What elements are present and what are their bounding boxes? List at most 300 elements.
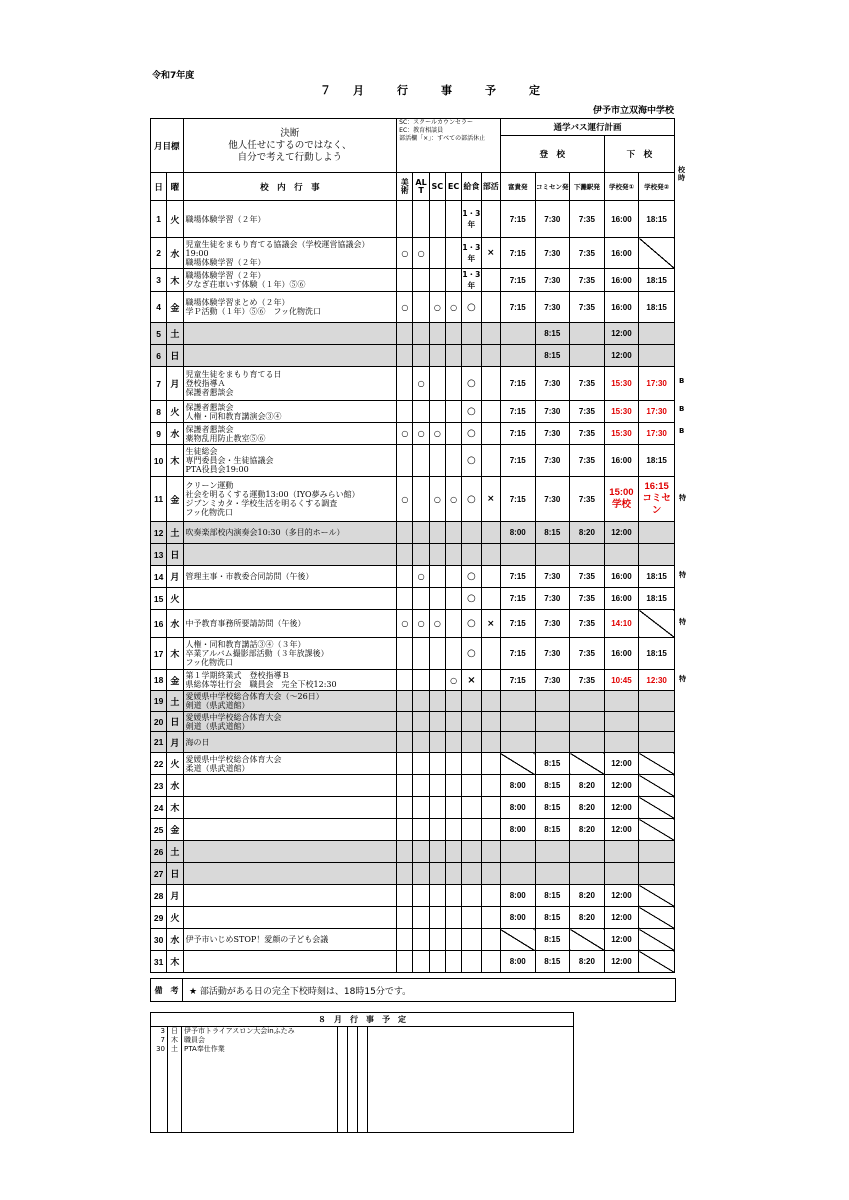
- school-departure-2: 17:30: [639, 401, 675, 423]
- sc-mark: [429, 238, 445, 269]
- school-departure-2: 12:30: [639, 670, 675, 691]
- schedule-row: [151, 797, 675, 819]
- club-mark: [481, 201, 500, 238]
- art-mark: [397, 588, 413, 610]
- day-number: 1: [151, 201, 167, 238]
- club-mark: [481, 638, 500, 670]
- komisen-departure: [535, 732, 570, 753]
- weekday: 月: [167, 885, 183, 907]
- event-text: 生徒総会 専門委員会・生徒協議会 PTA役員会19:00: [183, 445, 397, 477]
- art-mark: [397, 775, 413, 797]
- lunch-mark: [462, 345, 481, 367]
- alt-mark: [413, 323, 429, 345]
- ec-mark: [445, 423, 461, 445]
- art-header: 美術: [397, 173, 413, 201]
- sc-mark: [429, 544, 445, 566]
- schedule-row: [151, 522, 675, 544]
- komisen-departure: 7:30: [535, 201, 570, 238]
- ec-mark: [445, 588, 461, 610]
- school-departure-2: [639, 544, 675, 566]
- day-number: 18: [151, 670, 167, 691]
- art-mark: [397, 712, 413, 732]
- tomi-departure: [500, 323, 535, 345]
- schedule-row: [151, 670, 675, 691]
- lunch-mark: [462, 712, 481, 732]
- legend-ec: EC：教育相談員: [399, 127, 444, 134]
- day-number: 6: [151, 345, 167, 367]
- shimonada-departure: 7:35: [570, 269, 605, 292]
- lunch-mark: [462, 841, 481, 863]
- ec-header: EC: [445, 173, 461, 201]
- club-mark: [481, 588, 500, 610]
- weekday: 木: [167, 445, 183, 477]
- club-header: 部活: [481, 173, 500, 201]
- club-mark: [481, 753, 500, 775]
- sc-mark: [429, 775, 445, 797]
- school-departure-1: 16:00: [604, 445, 639, 477]
- lunch-mark: [462, 863, 481, 885]
- school-dep1-header: 学校発①: [604, 173, 639, 201]
- sc-header: SC: [429, 173, 445, 201]
- lunch-mark: ○: [462, 445, 481, 477]
- school-name: 伊予市立双海中学校: [592, 106, 674, 116]
- weekday-header: 曜: [167, 173, 183, 201]
- schedule-row: [151, 907, 675, 929]
- ec-mark: [445, 841, 461, 863]
- events-header: 校 内 行 事: [183, 173, 397, 201]
- school-departure-1: 12:00: [604, 797, 639, 819]
- tomi-departure: 7:15: [500, 367, 535, 401]
- alt-mark: [413, 588, 429, 610]
- sc-mark: [429, 638, 445, 670]
- school-departure-2: [639, 885, 675, 907]
- day-number: 28: [151, 885, 167, 907]
- school-departure-1: [604, 863, 639, 885]
- schedule-row: [151, 885, 675, 907]
- school-departure-2: 18:15: [639, 292, 675, 323]
- day-number: 14: [151, 566, 167, 588]
- school-departure-2: 18:15: [639, 638, 675, 670]
- shimonada-departure: 8:20: [570, 885, 605, 907]
- tomi-departure: 7:15: [500, 292, 535, 323]
- school-departure-1: 15:30: [604, 367, 639, 401]
- school-departure-2: 16:15 コミセン: [639, 477, 675, 522]
- lunch-mark: ○: [462, 477, 481, 522]
- event-text: 職場体験学習まとめ（２年） 学Ｐ活動（１年）⑤⑥ フッ化物洗口: [183, 292, 397, 323]
- shimonada-departure: [570, 544, 605, 566]
- tomi-departure: 7:15: [500, 610, 535, 638]
- lunch-mark: ○: [462, 423, 481, 445]
- komisen-departure: 8:15: [535, 929, 570, 951]
- shimonada-header: 下灘駅発: [570, 173, 605, 201]
- komisen-departure: 8:15: [535, 753, 570, 775]
- komisen-departure: [535, 712, 570, 732]
- schedule-row: [151, 753, 675, 775]
- school-departure-2: 18:15: [639, 445, 675, 477]
- ec-mark: [445, 610, 461, 638]
- schedule-row: [151, 544, 675, 566]
- komisen-departure: 8:15: [535, 951, 570, 973]
- tomi-departure: [500, 732, 535, 753]
- komisen-departure: 7:30: [535, 588, 570, 610]
- sc-mark: ○: [429, 610, 445, 638]
- school-departure-1: [604, 841, 639, 863]
- weekday: 水: [167, 610, 183, 638]
- august-blank-cell: [348, 1027, 358, 1133]
- weekday: 土: [167, 323, 183, 345]
- school-departure-2: [639, 863, 675, 885]
- school-departure-1: 16:00: [604, 588, 639, 610]
- school-departure-2: [639, 775, 675, 797]
- alt-mark: [413, 544, 429, 566]
- day-number: 19: [151, 691, 167, 712]
- shimonada-departure: 8:20: [570, 907, 605, 929]
- sc-mark: ○: [429, 292, 445, 323]
- ec-mark: [445, 566, 461, 588]
- ec-mark: [445, 753, 461, 775]
- day-number: 5: [151, 323, 167, 345]
- school-time-mark: 特: [679, 674, 686, 683]
- sc-mark: [429, 323, 445, 345]
- komisen-departure: 8:15: [535, 323, 570, 345]
- schedule-row: [151, 712, 675, 732]
- alt-mark: [413, 819, 429, 841]
- ec-mark: [445, 544, 461, 566]
- ec-mark: [445, 775, 461, 797]
- august-day: 3: [160, 1027, 165, 1035]
- komisen-departure: [535, 841, 570, 863]
- ec-mark: [445, 691, 461, 712]
- ec-mark: [445, 907, 461, 929]
- sc-mark: [429, 929, 445, 951]
- weekday: 月: [167, 732, 183, 753]
- event-text: 愛媛県中学校総合体育大会 剣道（県武道館）: [183, 712, 397, 732]
- remarks-label: 備 考: [151, 979, 183, 1002]
- july-schedule-table: [150, 118, 675, 973]
- komisen-departure: 7:30: [535, 566, 570, 588]
- school-departure-2: 18:15: [639, 566, 675, 588]
- alt-mark: [413, 401, 429, 423]
- shimonada-departure: 8:20: [570, 775, 605, 797]
- day-number: 30: [151, 929, 167, 951]
- event-text: 職場体験学習（２年）: [183, 201, 397, 238]
- august-blank-cell: [338, 1027, 348, 1133]
- day-number: 13: [151, 544, 167, 566]
- art-mark: [397, 367, 413, 401]
- art-mark: [397, 753, 413, 775]
- club-mark: [481, 819, 500, 841]
- school-time-mark: 特: [679, 618, 686, 626]
- alt-mark: [413, 753, 429, 775]
- school-departure-1: 12:00: [604, 819, 639, 841]
- shimonada-departure: 7:35: [570, 292, 605, 323]
- ec-mark: [445, 712, 461, 732]
- school-time-header: 校時: [678, 166, 685, 182]
- school-departure-1: [604, 544, 639, 566]
- day-number: 21: [151, 732, 167, 753]
- schedule-row: [151, 929, 675, 951]
- sc-mark: [429, 951, 445, 973]
- art-mark: [397, 907, 413, 929]
- ec-mark: [445, 323, 461, 345]
- club-mark: [481, 367, 500, 401]
- alt-mark: [413, 691, 429, 712]
- august-day: 7: [160, 1036, 165, 1044]
- lunch-mark: [462, 775, 481, 797]
- tomi-departure: 8:00: [500, 951, 535, 973]
- school-departure-1: 12:00: [604, 753, 639, 775]
- ec-mark: [445, 367, 461, 401]
- school-departure-2: 18:15: [639, 269, 675, 292]
- event-text: [183, 951, 397, 973]
- shimonada-departure: [570, 753, 605, 775]
- august-weekdays: [168, 1027, 182, 1133]
- day-number: 10: [151, 445, 167, 477]
- komisen-departure: [535, 863, 570, 885]
- school-departure-1: [604, 691, 639, 712]
- weekday: 金: [167, 819, 183, 841]
- tomi-departure: 7:15: [500, 477, 535, 522]
- event-text: 中予教育事務所要請訪問（午後）: [183, 610, 397, 638]
- school-departure-2: 18:15: [639, 201, 675, 238]
- to-school-header: 登 校: [500, 136, 604, 173]
- weekday: 日: [167, 712, 183, 732]
- day-header: 日: [151, 173, 167, 201]
- alt-mark: ○: [413, 566, 429, 588]
- schedule-row: [151, 477, 675, 522]
- august-weekday: 木: [171, 1036, 178, 1044]
- club-mark: [481, 712, 500, 732]
- alt-mark: [413, 345, 429, 367]
- lunch-mark: ○: [462, 610, 481, 638]
- shimonada-departure: [570, 345, 605, 367]
- sc-mark: [429, 522, 445, 544]
- komisen-departure: 7:30: [535, 610, 570, 638]
- schedule-row: [151, 819, 675, 841]
- shimonada-departure: [570, 863, 605, 885]
- school-departure-2: [639, 929, 675, 951]
- event-text: 愛媛県中学校総合体育大会（～26日） 剣道（県武道館）: [183, 691, 397, 712]
- weekday: 金: [167, 477, 183, 522]
- tomi-departure: [500, 345, 535, 367]
- sc-mark: [429, 401, 445, 423]
- shimonada-departure: 7:35: [570, 670, 605, 691]
- ec-mark: ○: [445, 292, 461, 323]
- school-departure-2: [639, 819, 675, 841]
- ec-mark: [445, 401, 461, 423]
- legend-sc: SC：スクールカウンセラー: [399, 119, 474, 126]
- weekday: 火: [167, 588, 183, 610]
- alt-header: ALT: [413, 173, 429, 201]
- event-text: [183, 797, 397, 819]
- event-text: 海の日: [183, 732, 397, 753]
- august-weekday: 日: [171, 1027, 178, 1035]
- art-mark: [397, 670, 413, 691]
- sc-mark: [429, 907, 445, 929]
- shimonada-departure: 7:35: [570, 238, 605, 269]
- shimonada-departure: 7:35: [570, 610, 605, 638]
- komisen-departure: 7:30: [535, 423, 570, 445]
- sc-mark: ○: [429, 423, 445, 445]
- school-departure-2: 18:15: [639, 588, 675, 610]
- alt-mark: ○: [413, 423, 429, 445]
- lunch-mark: ○: [462, 367, 481, 401]
- schedule-row: [151, 691, 675, 712]
- school-departure-2: [639, 841, 675, 863]
- komisen-departure: 7:30: [535, 638, 570, 670]
- shimonada-departure: 8:20: [570, 819, 605, 841]
- alt-mark: [413, 445, 429, 477]
- shimonada-departure: 7:35: [570, 477, 605, 522]
- art-mark: [397, 732, 413, 753]
- alt-mark: [413, 929, 429, 951]
- school-time-mark: 特: [679, 493, 686, 502]
- event-text: 伊予市いじめSTOP！愛顔の子ども会議: [183, 929, 397, 951]
- lunch-mark: [462, 522, 481, 544]
- ec-mark: [445, 732, 461, 753]
- art-mark: [397, 951, 413, 973]
- school-time-mark: B: [679, 427, 685, 435]
- weekday: 水: [167, 423, 183, 445]
- school-departure-1: 12:00: [604, 929, 639, 951]
- club-mark: [481, 691, 500, 712]
- school-departure-1: 14:10: [604, 610, 639, 638]
- schedule-row: [151, 445, 675, 477]
- tomi-departure: 7:15: [500, 638, 535, 670]
- school-departure-2: [639, 323, 675, 345]
- shimonada-departure: 7:35: [570, 201, 605, 238]
- august-days: [151, 1027, 168, 1133]
- komisen-departure: 7:30: [535, 401, 570, 423]
- event-text: [183, 885, 397, 907]
- art-mark: [397, 691, 413, 712]
- tomi-departure: 7:15: [500, 588, 535, 610]
- ec-mark: [445, 269, 461, 292]
- goal-label: 月目標: [151, 119, 184, 173]
- sc-mark: [429, 819, 445, 841]
- tomi-departure: [500, 841, 535, 863]
- schedule-row: [151, 238, 675, 269]
- sc-mark: [429, 753, 445, 775]
- ec-mark: [445, 797, 461, 819]
- art-mark: [397, 885, 413, 907]
- club-mark: [481, 841, 500, 863]
- school-departure-1: 15:30: [604, 423, 639, 445]
- komisen-departure: 8:15: [535, 345, 570, 367]
- page-title: ７ 月 行 事 予 定: [320, 84, 540, 97]
- weekday: 月: [167, 566, 183, 588]
- sc-mark: [429, 445, 445, 477]
- komisen-departure: 8:15: [535, 819, 570, 841]
- art-mark: [397, 522, 413, 544]
- school-departure-1: [604, 712, 639, 732]
- event-text: 管理主事・市教委合同訪問（午後）: [183, 566, 397, 588]
- school-departure-2: [639, 345, 675, 367]
- lunch-mark: ×: [462, 670, 481, 691]
- event-text: [183, 544, 397, 566]
- ec-mark: ○: [445, 670, 461, 691]
- school-departure-2: [639, 691, 675, 712]
- tomi-departure: 7:15: [500, 423, 535, 445]
- event-text: [183, 323, 397, 345]
- day-number: 9: [151, 423, 167, 445]
- august-day: 30: [156, 1045, 165, 1053]
- ec-mark: [445, 863, 461, 885]
- event-text: [183, 907, 397, 929]
- lunch-mark: 1・3年: [462, 270, 481, 290]
- lunch-header: 給食: [462, 173, 481, 201]
- tomi-departure: 7:15: [500, 670, 535, 691]
- club-mark: [481, 544, 500, 566]
- art-mark: [397, 797, 413, 819]
- komisen-departure: 7:30: [535, 670, 570, 691]
- august-event: PTA奉仕作業: [184, 1045, 225, 1053]
- event-text: [183, 863, 397, 885]
- club-mark: [481, 907, 500, 929]
- tomi-departure: 7:15: [500, 269, 535, 292]
- schedule-row: [151, 345, 675, 367]
- club-mark: [481, 566, 500, 588]
- art-mark: [397, 201, 413, 238]
- tomi-departure: [500, 712, 535, 732]
- art-mark: ○: [397, 423, 413, 445]
- school-departure-1: 12:00: [604, 907, 639, 929]
- sc-mark: [429, 863, 445, 885]
- school-departure-2: [639, 610, 675, 638]
- art-mark: [397, 401, 413, 423]
- alt-mark: [413, 292, 429, 323]
- event-text: 愛媛県中学校総合体育大会 柔道（県武道館）: [183, 753, 397, 775]
- tomi-departure: [500, 929, 535, 951]
- club-mark: [481, 732, 500, 753]
- alt-mark: ○: [413, 238, 429, 269]
- komisen-departure: [535, 691, 570, 712]
- schedule-row: [151, 269, 675, 292]
- club-mark: [481, 401, 500, 423]
- komisen-departure: 7:30: [535, 367, 570, 401]
- tomi-departure: [500, 544, 535, 566]
- club-mark: [481, 522, 500, 544]
- art-mark: ○: [397, 238, 413, 269]
- art-mark: ○: [397, 292, 413, 323]
- event-text: [183, 841, 397, 863]
- shimonada-departure: [570, 732, 605, 753]
- alt-mark: [413, 269, 429, 292]
- day-number: 24: [151, 797, 167, 819]
- school-departure-1: 12:00: [604, 951, 639, 973]
- school-departure-1: 12:00: [604, 775, 639, 797]
- day-number: 2: [151, 238, 167, 269]
- weekday: 火: [167, 401, 183, 423]
- club-mark: [481, 445, 500, 477]
- tomi-departure: 8:00: [500, 885, 535, 907]
- day-number: 20: [151, 712, 167, 732]
- august-events: [182, 1027, 338, 1133]
- komisen-departure: 8:15: [535, 522, 570, 544]
- komisen-departure: 8:15: [535, 797, 570, 819]
- event-text: 児童生徒をまもり育てる日 登校指導Ａ 保護者懇談会: [183, 367, 397, 401]
- club-mark: ×: [481, 610, 500, 638]
- sc-mark: [429, 566, 445, 588]
- schedule-row: [151, 638, 675, 670]
- day-number: 8: [151, 401, 167, 423]
- shimonada-departure: 7:35: [570, 566, 605, 588]
- tomi-departure: 7:15: [500, 238, 535, 269]
- lunch-mark: [462, 323, 481, 345]
- art-mark: ○: [397, 610, 413, 638]
- art-mark: ○: [397, 477, 413, 522]
- august-blank-cell: [368, 1027, 574, 1133]
